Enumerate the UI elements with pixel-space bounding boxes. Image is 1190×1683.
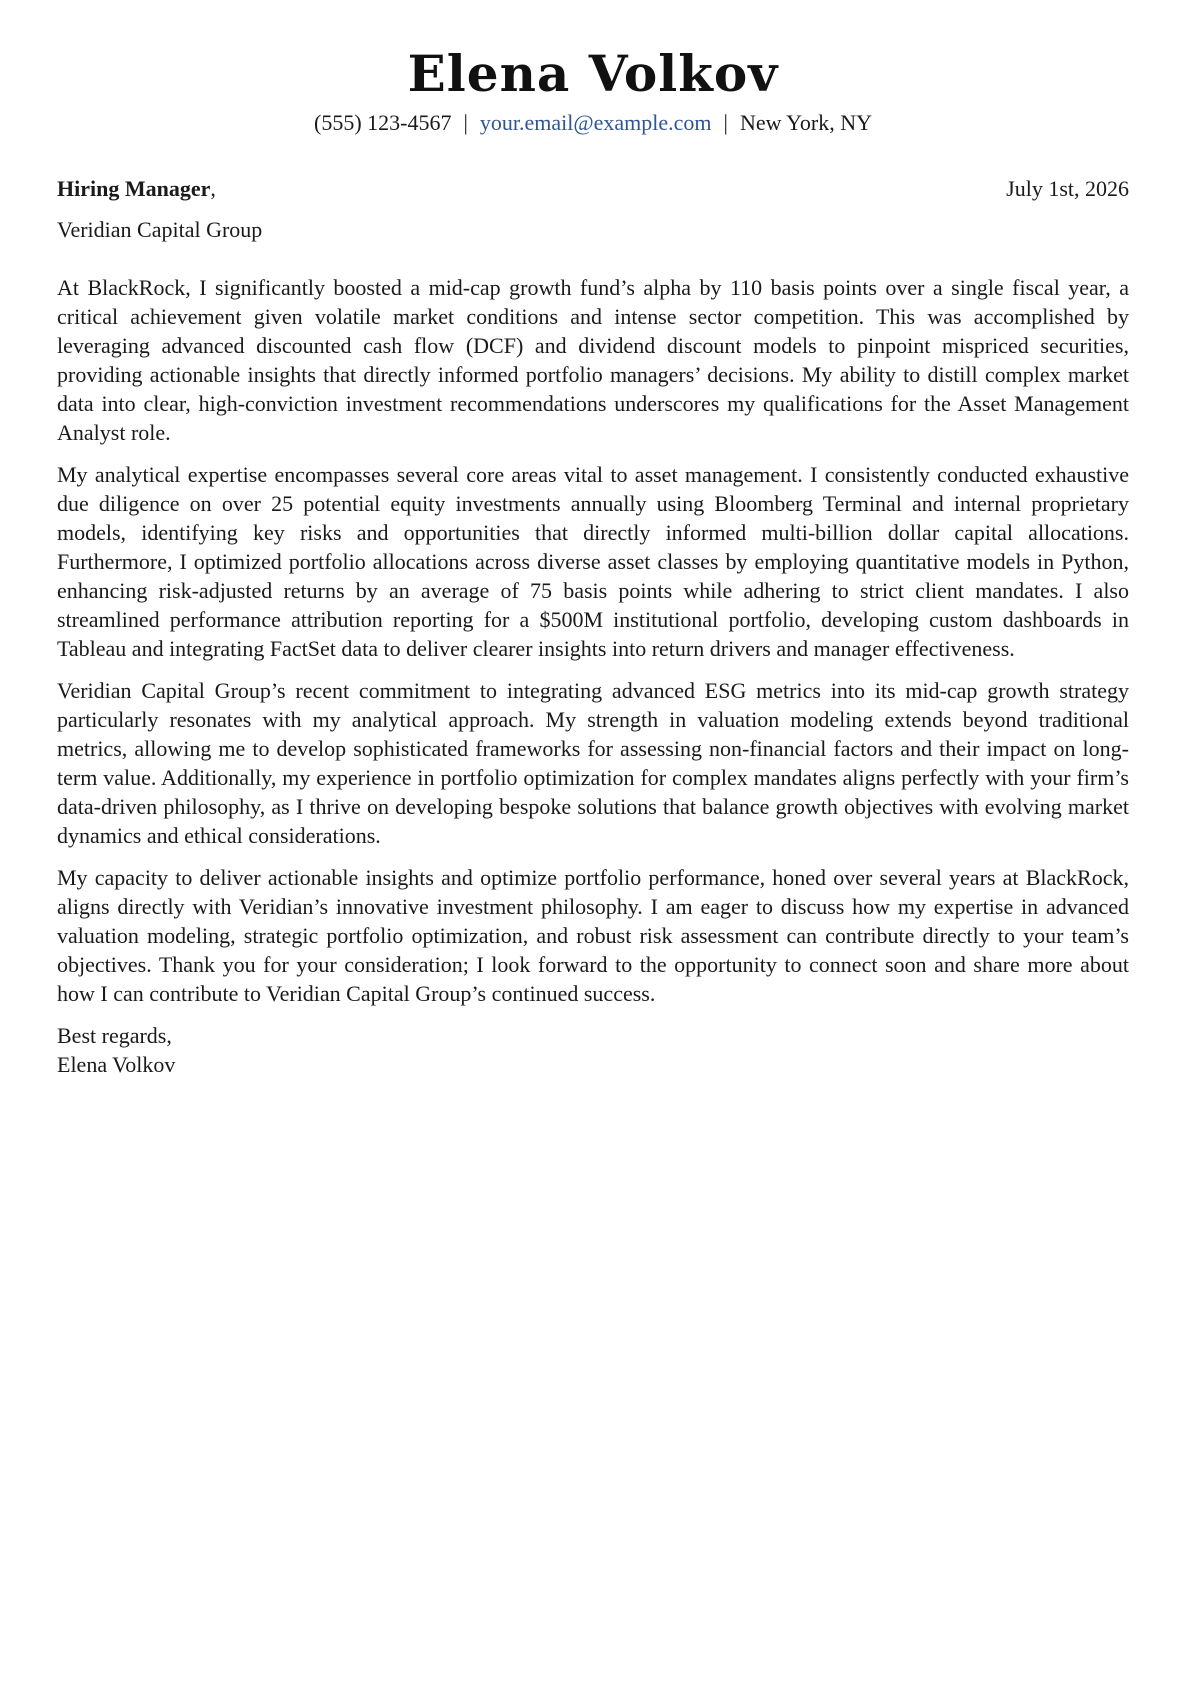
contact-separator: | xyxy=(723,110,728,135)
recipient-name: Hiring Manager xyxy=(57,176,211,201)
salutation-comma: , xyxy=(210,176,216,201)
cover-letter-page xyxy=(57,0,1129,1079)
applicant-name: Elena Volkov xyxy=(407,44,779,103)
letter-body xyxy=(57,273,1129,1008)
location: New York, NY xyxy=(739,110,872,135)
phone-number: (555) 123-4567 xyxy=(314,110,452,135)
recipient-row xyxy=(57,174,1129,204)
body-paragraph: Veridian Capital Group’s recent commitment to integrating advanced ESG metrics into its mid-cap growth strategy particularly resonates with my analytical approach. My strength in valuation modeling extends beyond traditional metrics, allowing me to develop sophisticated frameworks for assessing non-financial factors and their impact on long-term value. Additionally, my experience in portfolio optimization for complex mandates aligns perfectly with your firm’s data-driven philosophy, as I thrive on developing bespoke solutions that balance growth objectives with evolving market dynamics and ethical considerations. xyxy=(57,678,1129,848)
contact-line xyxy=(57,108,1129,138)
body-paragraph: My capacity to deliver actionable insights and optimize portfolio performance, honed over several years at BlackRock, aligns directly with Veridian’s innovative investment philosophy. I am eager to discuss how my expertise in advanced valuation modeling, strategic portfolio optimization, and robust risk assessment can contribute directly to your team’s objectives. Thank you for your consideration; I look forward to the opportunity to connect soon and share more about how I can contribute to Veridian Capital Group’s continued success. xyxy=(57,865,1129,1006)
letter-date: July 1st, 2026 xyxy=(1006,176,1129,201)
recipient-company: Veridian Capital Group xyxy=(57,217,263,242)
letter-header xyxy=(57,0,1129,138)
body-paragraph: At BlackRock, I significantly boosted a mid-cap growth fund’s alpha by 110 basis points over a single fiscal year, a critical achievement given volatile market conditions and intense sector competition. This was accomplished by leveraging advanced discounted cash flow (DCF) and dividend discount models to pinpoint mispriced securities, providing actionable insights that directly informed portfolio managers’ decisions. My ability to distill complex market data into clear, high-conviction investment recommendations underscores my qualifications for the Asset Management Analyst role. xyxy=(57,275,1129,445)
signoff: Best regards, xyxy=(57,1023,172,1048)
letter-closing xyxy=(57,1021,1129,1079)
signature: Elena Volkov xyxy=(57,1052,176,1077)
email-link[interactable]: your.email@example.com xyxy=(479,110,712,135)
salutation xyxy=(57,174,216,204)
body-paragraph: My analytical expertise encompasses several core areas vital to asset management. I consistently conducted exhaustive due diligence on over 25 potential equity investments annually using Bloomberg Terminal and internal proprietary models, identifying key risks and opportunities that directly informed multi-billion dollar capital allocations. Furthermore, I optimized portfolio allocations across diverse asset classes by employing quantitative models in Python, enhancing risk-adjusted returns by an average of 75 basis points while adhering to strict client mandates. I also streamlined performance attribution reporting for a $500M institutional portfolio, developing custom dashboards in Tableau and integrating FactSet data to deliver clearer insights into return drivers and manager effectiveness. xyxy=(57,462,1129,661)
contact-separator: | xyxy=(463,110,468,135)
